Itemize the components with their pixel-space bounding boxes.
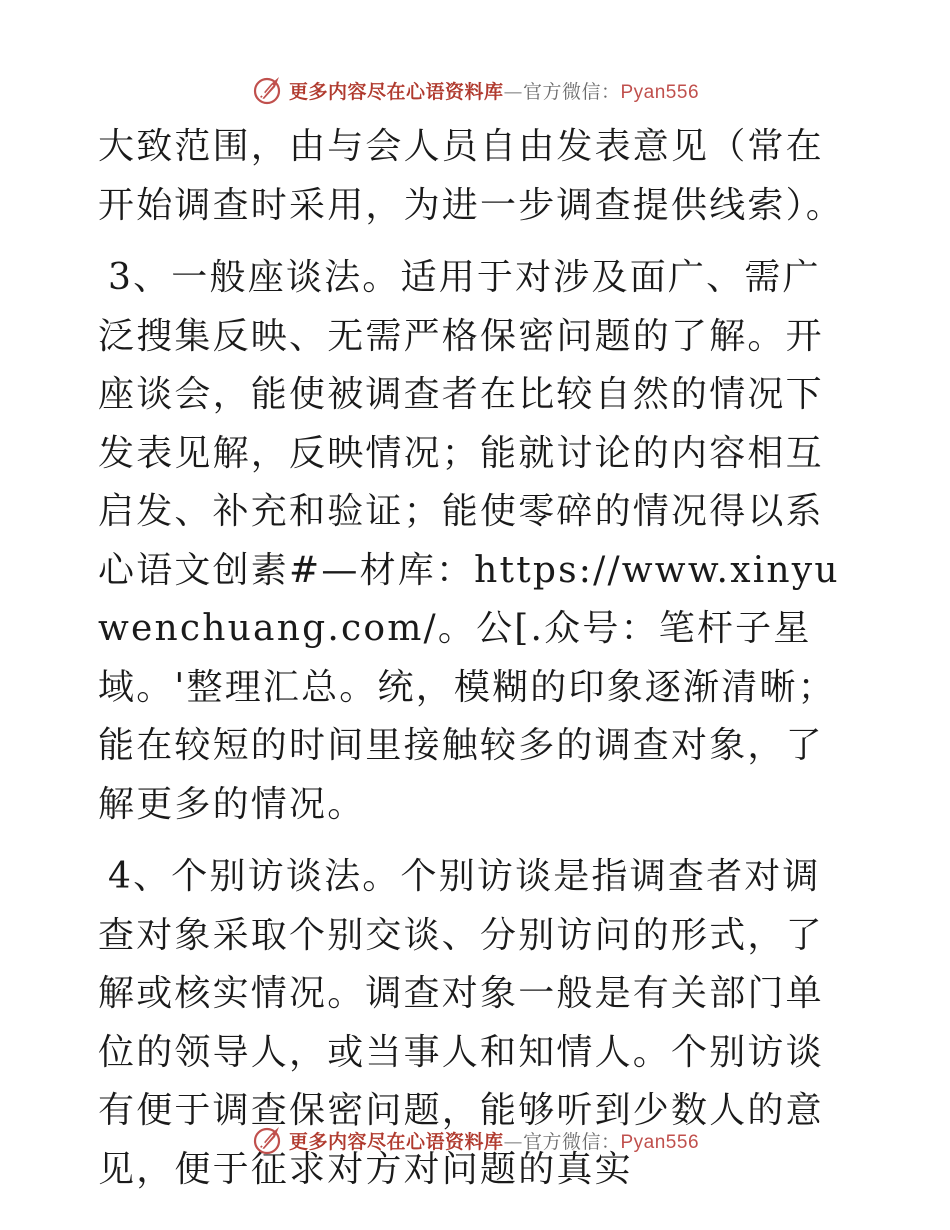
header-wechat-id: Pyan556 — [620, 81, 700, 103]
header-banner — [0, 70, 950, 110]
header-brand-text: 更多内容尽在心语资料库 — [288, 80, 504, 103]
footer-official-label: 官方微信： — [522, 1130, 621, 1153]
quill-pen-logo-icon — [251, 73, 285, 107]
footer-wechat-id: Pyan556 — [620, 1131, 700, 1153]
paragraph-general-forum: 3、一般座谈法。适用于对涉及面广、需广泛搜集反映、无需严格保密问题的了解。开座谈会，能使被调查者在比较自然的情况下发表见解，反映情况；能就讨论的内容相互启发、补充和验证；能使零碎的情况得以系心语文创素#—材库：https://www.xinyuwenchuang.com/。公[.众号：笔杆子星域。'整理汇总。统，模糊的印象逐渐清晰；能在较短的时间里接触较多的调查对象，了解更多的情况。 — [98, 257, 840, 825]
quill-pen-logo-icon — [251, 1123, 285, 1157]
paragraph-continuation: 大致范围，由与会人员自由发表意见（常在开始调查时采用，为进一步调查提供线索）。 — [98, 126, 845, 226]
header-separator: — — [503, 80, 523, 103]
header-official-label: 官方微信： — [522, 80, 621, 103]
header-text — [289, 77, 699, 104]
document-body — [98, 118, 850, 1199]
footer-separator: — — [503, 1130, 523, 1153]
footer-banner — [0, 1120, 950, 1160]
footer-brand-text: 更多内容尽在心语资料库 — [288, 1130, 504, 1153]
paragraph-individual-interview: 4、个别访谈法。个别访谈是指调查者对调查对象采取个别交谈、分别访问的形式，了解或核实情况。调查对象一般是有关部门单位的领导人，或当事人和知情人。个别访谈有便于调查保密问题，能够听到少数人的意见，便于征求对方对问题的真实 — [98, 856, 824, 1190]
footer-text — [289, 1127, 699, 1154]
